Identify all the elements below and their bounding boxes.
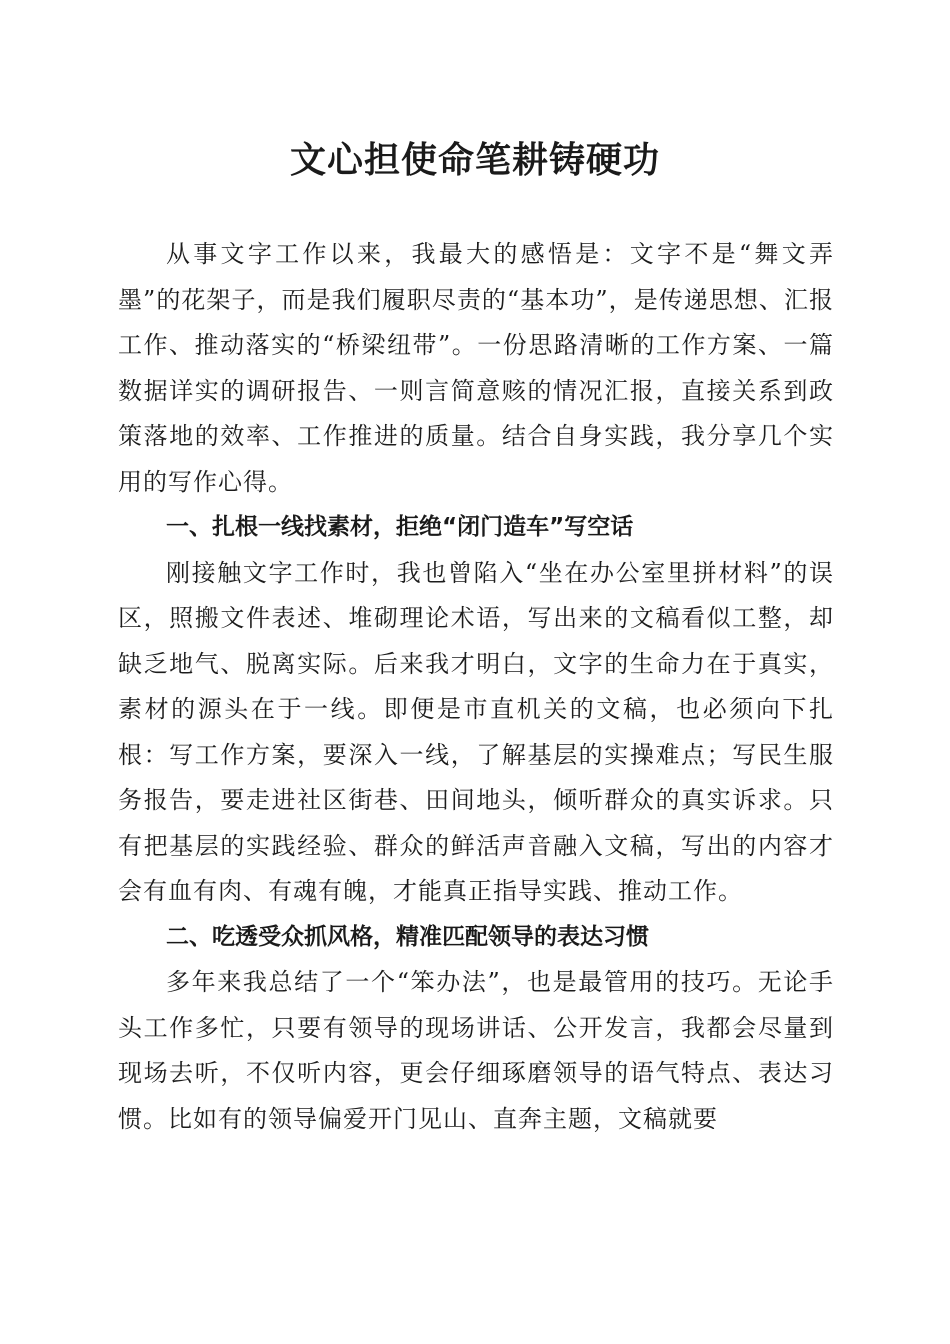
document-title: 文心担使命笔耕铸硬功 <box>289 139 660 181</box>
intro-paragraph: 从事文字工作以来，我最大的感悟是：文字不是“舞文弄墨”的花架子，而是我们履职尽责的“基本功”，是传递思想、汇报工作、推动落实的“桥梁纽带”。一份思路清晰的工作方案、一篇数据详实的调研报告、一则言简意赅的情况汇报，直接关系到政策落地的效率、工作推进的质量。结合自身实践，我分享几个实用的写作心得。 <box>118 240 834 496</box>
section-2-paragraph: 多年来我总结了一个“笨办法”，也是最管用的技巧。无论手头工作多忙，只要有领导的现场讲话、公开发言，我都会尽量到现场去听，不仅听内容，更会仔细琢磨领导的语气特点、表达习惯。比如有的领导偏爱开门见山、直奔主题，文稿就要 <box>118 968 834 1133</box>
document-body <box>118 232 834 1142</box>
section-1-paragraph: 刚接触文字工作时，我也曾陷入“坐在办公室里拼材料”的误区，照搬文件表述、堆砌理论术语，写出来的文稿看似工整，却缺乏地气、脱离实际。后来我才明白，文字的生命力在于真实，素材的源头在于一线。即便是市直机关的文稿，也必须向下扎根：写工作方案，要深入一线，了解基层的实操难点；写民生服务报告，要走进社区街巷、田间地头，倾听群众的真实诉求。只有把基层的实践经验、群众的鲜活声音融入文稿，写出的内容才会有血有肉、有魂有魄，才能真正指导实践、推动工作。 <box>118 558 834 905</box>
section-1-heading: 一、扎根一线找素材，拒绝“闭门造车”写空话 <box>166 514 634 540</box>
section-2-heading: 二、吃透受众抓风格，精准匹配领导的表达习惯 <box>166 923 649 950</box>
